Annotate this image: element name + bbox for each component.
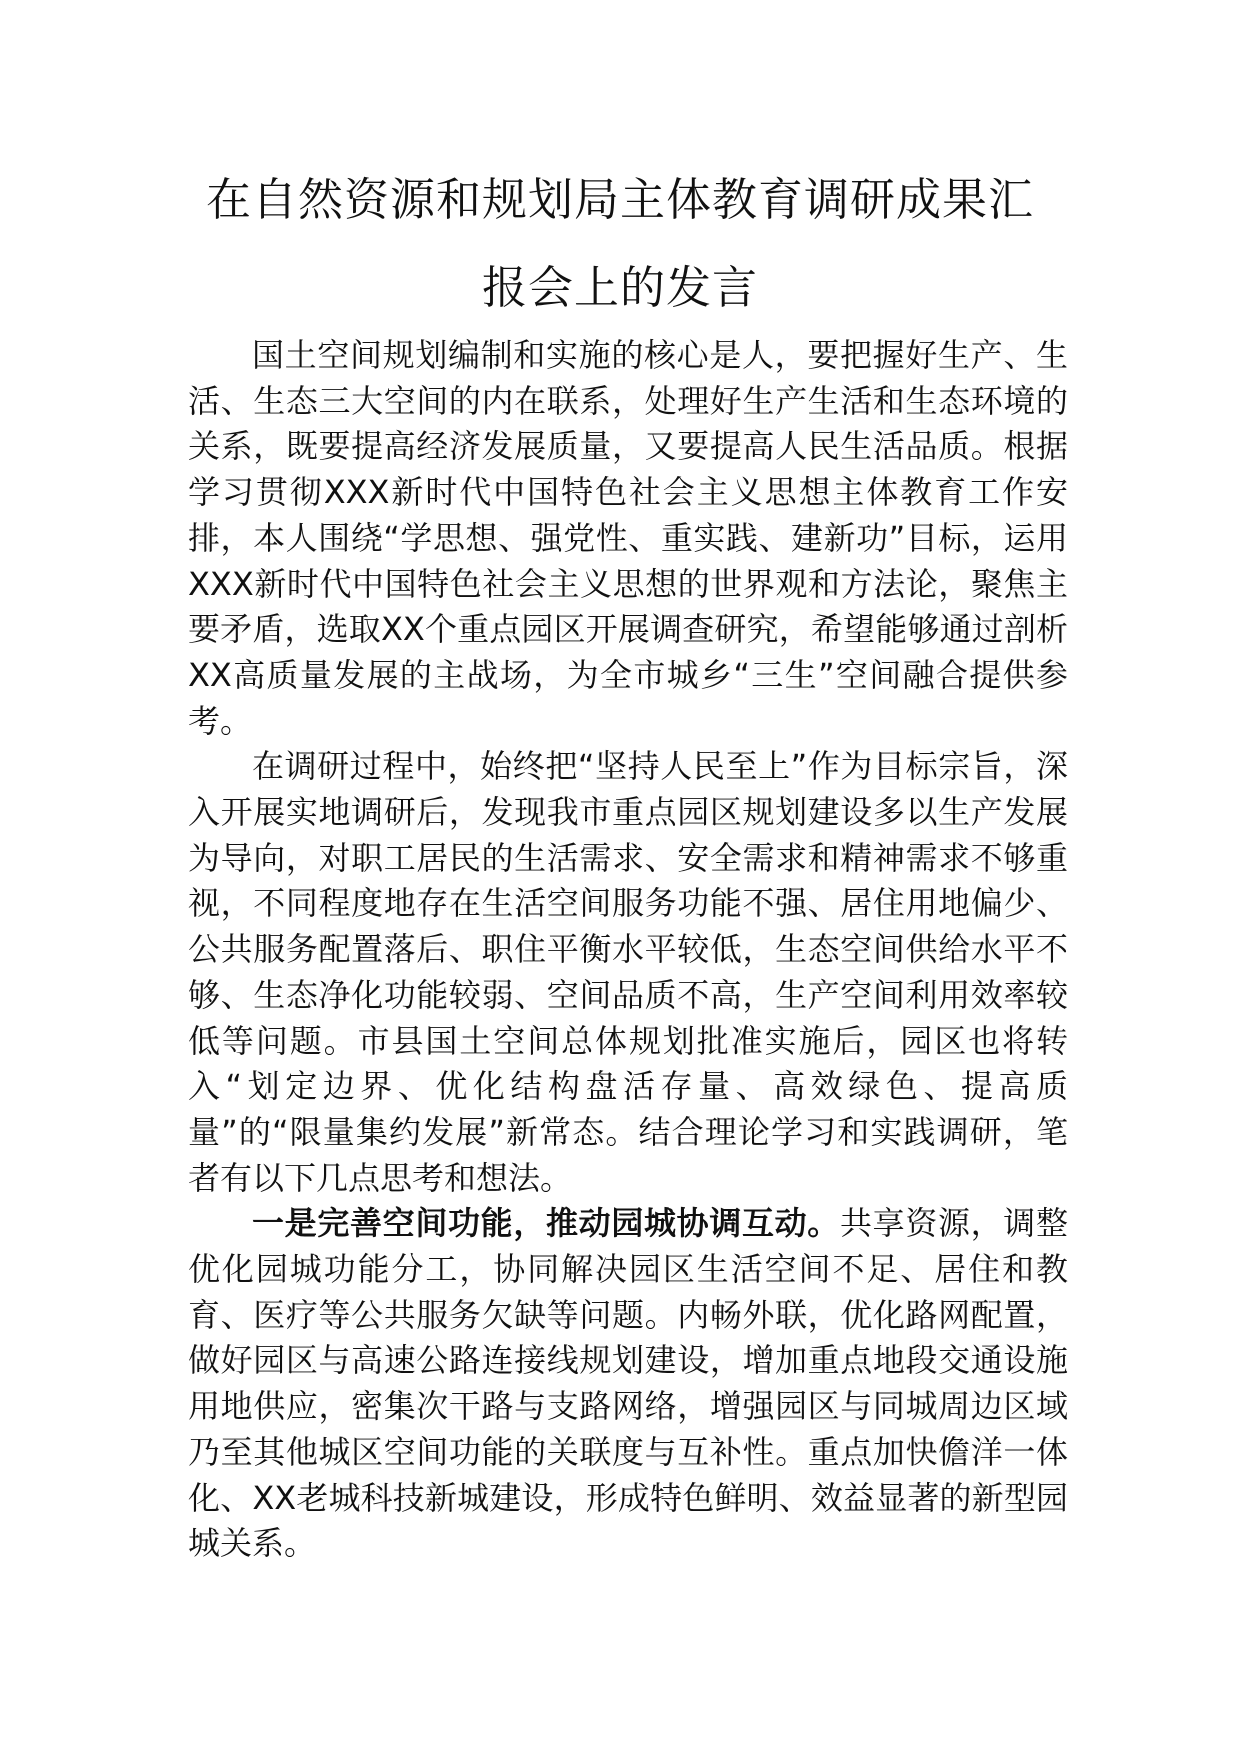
document-body xyxy=(188,333,1068,1567)
paragraph-intro xyxy=(188,333,1068,744)
paragraph-findings-text: 在调研过程中，始终把“坚持人民至上”作为目标宗旨，深入开展实地调研后，发现我市重点园区规划建设多以生产发展为导向，对职工居民的生活需求、安全需求和精神需求不够重视，不同程度地存在生活空间服务功能不强、居住用地偏少、公共服务配置落后、职住平衡水平较低，生态空间供给水平不够、生态净化功能较弱、空间品质不高，生产空间利用效率较低等问题。市县国土空间总体规划批准实施后，园区也将转入“划定边界、优化结构盘活存量、高效绿色、提高质量”的“限量集约发展”新常态。结合理论学习和实践调研，笔者有以下几点思考和想法。 xyxy=(188,747,1068,1197)
paragraph-point-one-text: 共享资源，调整优化园城功能分工，协同解决园区生活空间不足、居住和教育、医疗等公共服务欠缺等问题。内畅外联，优化路网配置，做好园区与高速公路连接线规划建设，增加重点地段交通设施用地供应，密集次干路与支路网络，增强园区与同城周边区域乃至其他城区空间功能的关联度与互补性。重点加快儋洋一体化、XX老城科技新城建设，形成特色鲜明、效益显著的新型园城关系。 xyxy=(188,1204,1068,1563)
document-title-line-2: 报会上的发言 xyxy=(481,261,758,314)
document-title-line-1: 在自然资源和规划局主体教育调研成果汇 xyxy=(205,173,1034,226)
paragraph-point-one xyxy=(188,1201,1068,1567)
paragraph-intro-text: 国土空间规划编制和实施的核心是人，要把握好生产、生活、生态三大空间的内在联系，处理好生产生活和生态环境的关系，既要提高经济发展质量，又要提高人民生活品质。根据学习贯彻XXX新时代中国特色社会主义思想主体教育工作安排，本人围绕“学思想、强党性、重实践、建新功”目标，运用XXX新时代中国特色社会主义思想的世界观和方法论，聚焦主要矛盾，选取XX个重点园区开展调查研究，希望能够通过剖析XX高质量发展的主战场，为全市城乡“三生”空间融合提供参考。 xyxy=(188,336,1068,740)
paragraph-point-one-heading: 一是完善空间功能，推动园城协调互动。 xyxy=(252,1204,840,1243)
paragraph-findings xyxy=(188,744,1068,1201)
